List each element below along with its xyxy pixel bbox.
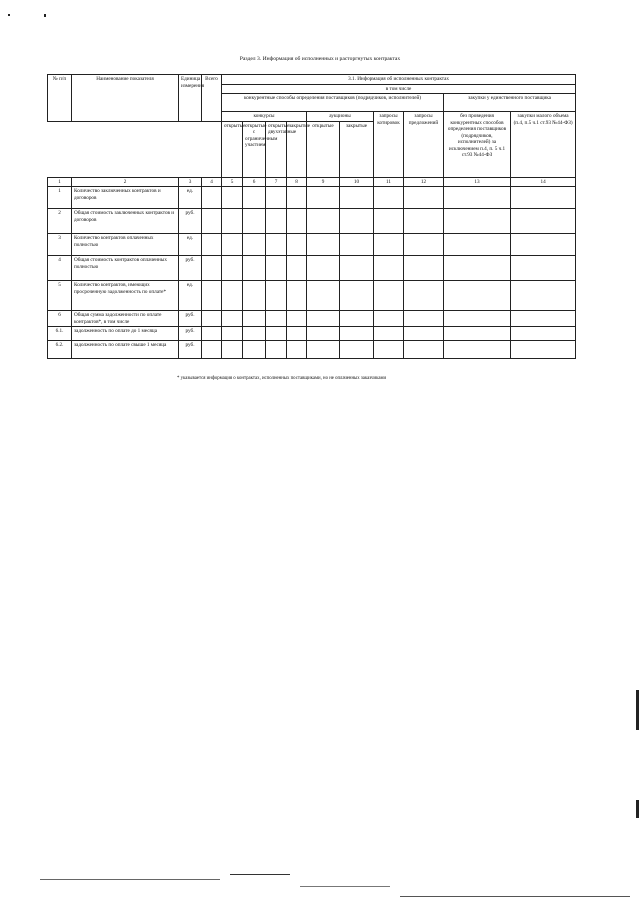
header-competitive: конкурентные способы определения поставщиков (подрядчиков, исполнителей) bbox=[222, 94, 444, 112]
scan-line bbox=[40, 879, 220, 880]
header-two-stage-contest: открытые двухэтапные bbox=[266, 121, 287, 177]
row-number: 1 bbox=[48, 187, 72, 209]
colnum: 9 bbox=[307, 177, 340, 187]
empty-cell bbox=[266, 209, 287, 234]
empty-cell bbox=[287, 327, 307, 341]
empty-cell bbox=[511, 341, 576, 359]
header-total: Всего bbox=[202, 75, 222, 122]
row-unit: руб. bbox=[179, 209, 202, 234]
colnum: 13 bbox=[444, 177, 511, 187]
header-rfq: запросы котировок bbox=[374, 112, 404, 178]
empty-cell bbox=[404, 327, 444, 341]
table-row bbox=[48, 311, 576, 327]
header-small-volume: закупки малого объема (п.4, п.5 ч.1 ст.93 №44-ФЗ) bbox=[511, 112, 576, 178]
row-unit: ед. bbox=[179, 187, 202, 209]
table-row bbox=[48, 187, 576, 209]
header-subsection: 3.1. Информация об исполненных контрактах bbox=[222, 75, 576, 85]
empty-cell bbox=[243, 187, 266, 209]
empty-cell bbox=[307, 281, 340, 311]
empty-cell bbox=[511, 281, 576, 311]
empty-cell bbox=[222, 234, 243, 256]
empty-cell bbox=[511, 311, 576, 327]
empty-cell bbox=[287, 281, 307, 311]
empty-cell bbox=[243, 341, 266, 359]
empty-cell bbox=[374, 209, 404, 234]
empty-cell bbox=[374, 281, 404, 311]
empty-cell bbox=[243, 234, 266, 256]
header-rfp: запросы предложений bbox=[404, 112, 444, 178]
section-title: Раздел 3. Информация об исполненных и расторгнутых контрактах bbox=[239, 56, 401, 62]
empty-cell bbox=[243, 209, 266, 234]
colnum: 10 bbox=[340, 177, 374, 187]
row-unit: руб. bbox=[179, 341, 202, 359]
scan-line bbox=[300, 886, 390, 887]
row-number: 3 bbox=[48, 234, 72, 256]
empty-cell bbox=[444, 209, 511, 234]
colnum: 7 bbox=[266, 177, 287, 187]
row-name: Общая стоимость контрактов оплаченных полностью bbox=[72, 256, 179, 281]
header-name: Наименование показателя bbox=[72, 75, 179, 122]
empty-cell bbox=[444, 187, 511, 209]
scan-edge-mark bbox=[636, 800, 639, 818]
empty-cell bbox=[307, 341, 340, 359]
empty-cell bbox=[340, 187, 374, 209]
empty-cell bbox=[444, 281, 511, 311]
empty-cell bbox=[307, 187, 340, 209]
row-unit: руб. bbox=[179, 327, 202, 341]
empty-cell bbox=[307, 234, 340, 256]
header-limited-contest: открытые с ограниченным участием bbox=[243, 121, 266, 177]
header-closed-auction: закрытые bbox=[340, 121, 374, 177]
empty-cell bbox=[511, 209, 576, 234]
empty-cell bbox=[287, 209, 307, 234]
empty-cell bbox=[222, 341, 243, 359]
empty-cell bbox=[243, 311, 266, 327]
empty-cell bbox=[404, 311, 444, 327]
colnum: 4 bbox=[202, 177, 222, 187]
scan-line bbox=[230, 874, 290, 875]
empty-cell bbox=[444, 234, 511, 256]
empty-cell bbox=[404, 341, 444, 359]
empty-cell bbox=[307, 256, 340, 281]
empty-cell bbox=[202, 281, 222, 311]
empty-cell bbox=[222, 311, 243, 327]
empty-cell bbox=[511, 256, 576, 281]
empty-cell bbox=[222, 187, 243, 209]
empty-cell bbox=[340, 256, 374, 281]
empty-cell bbox=[511, 187, 576, 209]
empty-cell bbox=[340, 281, 374, 311]
empty-cell bbox=[202, 341, 222, 359]
row-unit: руб. bbox=[179, 256, 202, 281]
row-number: 6 bbox=[48, 311, 72, 327]
empty-cell bbox=[222, 209, 243, 234]
table-row bbox=[48, 234, 576, 256]
header-single-supplier: закупки у единственного поставщика bbox=[444, 94, 576, 112]
empty-cell bbox=[374, 234, 404, 256]
empty-cell bbox=[340, 341, 374, 359]
empty-cell bbox=[287, 187, 307, 209]
empty-cell bbox=[307, 327, 340, 341]
empty-cell bbox=[266, 256, 287, 281]
empty-cell bbox=[374, 187, 404, 209]
empty-cell bbox=[243, 281, 266, 311]
colnum: 3 bbox=[179, 177, 202, 187]
scan-edge-mark bbox=[636, 690, 639, 730]
scan-speck bbox=[8, 14, 10, 16]
table-row bbox=[48, 256, 576, 281]
colnum: 14 bbox=[511, 177, 576, 187]
empty-cell bbox=[287, 234, 307, 256]
table-row bbox=[48, 327, 576, 341]
scan-speck bbox=[44, 14, 46, 17]
row-number: 2 bbox=[48, 209, 72, 234]
row-unit: ед. bbox=[179, 234, 202, 256]
table-row bbox=[48, 341, 576, 359]
header-unit: Единица измерения bbox=[179, 75, 202, 122]
row-number: 6.2. bbox=[48, 341, 72, 359]
empty-cell bbox=[266, 281, 287, 311]
empty-cell bbox=[511, 234, 576, 256]
empty-cell bbox=[444, 341, 511, 359]
empty-cell bbox=[374, 327, 404, 341]
empty-cell bbox=[202, 327, 222, 341]
empty-cell bbox=[340, 311, 374, 327]
header-open-contest: открытые bbox=[222, 121, 243, 177]
empty-cell bbox=[202, 187, 222, 209]
column-numbers-row bbox=[48, 177, 576, 187]
empty-cell bbox=[444, 256, 511, 281]
row-name: Общая стоимость заключенных контрактов и договоров bbox=[72, 209, 179, 234]
empty-cell bbox=[266, 311, 287, 327]
contracts-table bbox=[47, 74, 576, 359]
row-unit: руб. bbox=[179, 311, 202, 327]
colnum: 12 bbox=[404, 177, 444, 187]
empty-cell bbox=[287, 311, 307, 327]
header-contests: конкурсы bbox=[222, 112, 307, 122]
empty-cell bbox=[222, 281, 243, 311]
empty-cell bbox=[340, 327, 374, 341]
empty-cell bbox=[222, 256, 243, 281]
colnum: 6 bbox=[243, 177, 266, 187]
empty-cell bbox=[307, 209, 340, 234]
empty-cell bbox=[511, 327, 576, 341]
empty-cell bbox=[266, 187, 287, 209]
empty-cell bbox=[404, 187, 444, 209]
empty-cell bbox=[222, 327, 243, 341]
row-name: задолженность по оплате до 1 месяца bbox=[72, 327, 179, 341]
colnum: 8 bbox=[287, 177, 307, 187]
empty-cell bbox=[266, 234, 287, 256]
empty-cell bbox=[374, 256, 404, 281]
empty-cell bbox=[340, 209, 374, 234]
empty-cell bbox=[374, 311, 404, 327]
empty-cell bbox=[243, 327, 266, 341]
colnum: 5 bbox=[222, 177, 243, 187]
row-name: Количество контрактов, имеющих просроченную задолженность по оплате* bbox=[72, 281, 179, 311]
empty-cell bbox=[266, 341, 287, 359]
empty-cell bbox=[202, 209, 222, 234]
row-number: 6.1. bbox=[48, 327, 72, 341]
empty-cell bbox=[287, 341, 307, 359]
colnum: 2 bbox=[72, 177, 179, 187]
empty-cell bbox=[202, 234, 222, 256]
empty-cell bbox=[266, 327, 287, 341]
colnum: 11 bbox=[374, 177, 404, 187]
empty-cell bbox=[444, 327, 511, 341]
empty-cell bbox=[243, 256, 266, 281]
empty-cell bbox=[340, 234, 374, 256]
empty-cell bbox=[444, 311, 511, 327]
empty-cell bbox=[374, 341, 404, 359]
row-name: задолженность по оплате свыше 1 месяца bbox=[72, 341, 179, 359]
empty-cell bbox=[202, 256, 222, 281]
footnote: * указывается информация о контрактах, исполненных поставщиками, но не оплаченных заказчиками bbox=[177, 376, 387, 381]
row-unit: ед. bbox=[179, 281, 202, 311]
colnum: 1 bbox=[48, 177, 72, 187]
row-number: 5 bbox=[48, 281, 72, 311]
empty-cell bbox=[307, 311, 340, 327]
header-no-competitive: без проведения конкурентных способов определения поставщиков (подрядчиков, исполнителей) за исключением п.4, п. 5 ч.1 ст.93 №44-ФЗ bbox=[444, 112, 511, 178]
empty-cell bbox=[404, 256, 444, 281]
row-name: Общая сумма задолженности по оплате контрактов*, в том числе bbox=[72, 311, 179, 327]
empty-cell bbox=[404, 281, 444, 311]
empty-cell bbox=[202, 311, 222, 327]
empty-cell bbox=[404, 234, 444, 256]
row-name: Количество контрактов оплаченных полностью bbox=[72, 234, 179, 256]
header-closed-contest: закрытые bbox=[287, 121, 307, 177]
empty-cell bbox=[404, 209, 444, 234]
table-row bbox=[48, 209, 576, 234]
scan-line bbox=[400, 896, 630, 897]
header-open-auction: открытые bbox=[307, 121, 340, 177]
header-no: № п/п bbox=[48, 75, 72, 122]
header-auctions: аукционы bbox=[307, 112, 374, 122]
empty-cell bbox=[287, 256, 307, 281]
header-in-that-number: в том числе bbox=[222, 84, 576, 94]
row-number: 4 bbox=[48, 256, 72, 281]
row-name: Количество заключенных контрактов и договоров bbox=[72, 187, 179, 209]
table-row bbox=[48, 281, 576, 311]
